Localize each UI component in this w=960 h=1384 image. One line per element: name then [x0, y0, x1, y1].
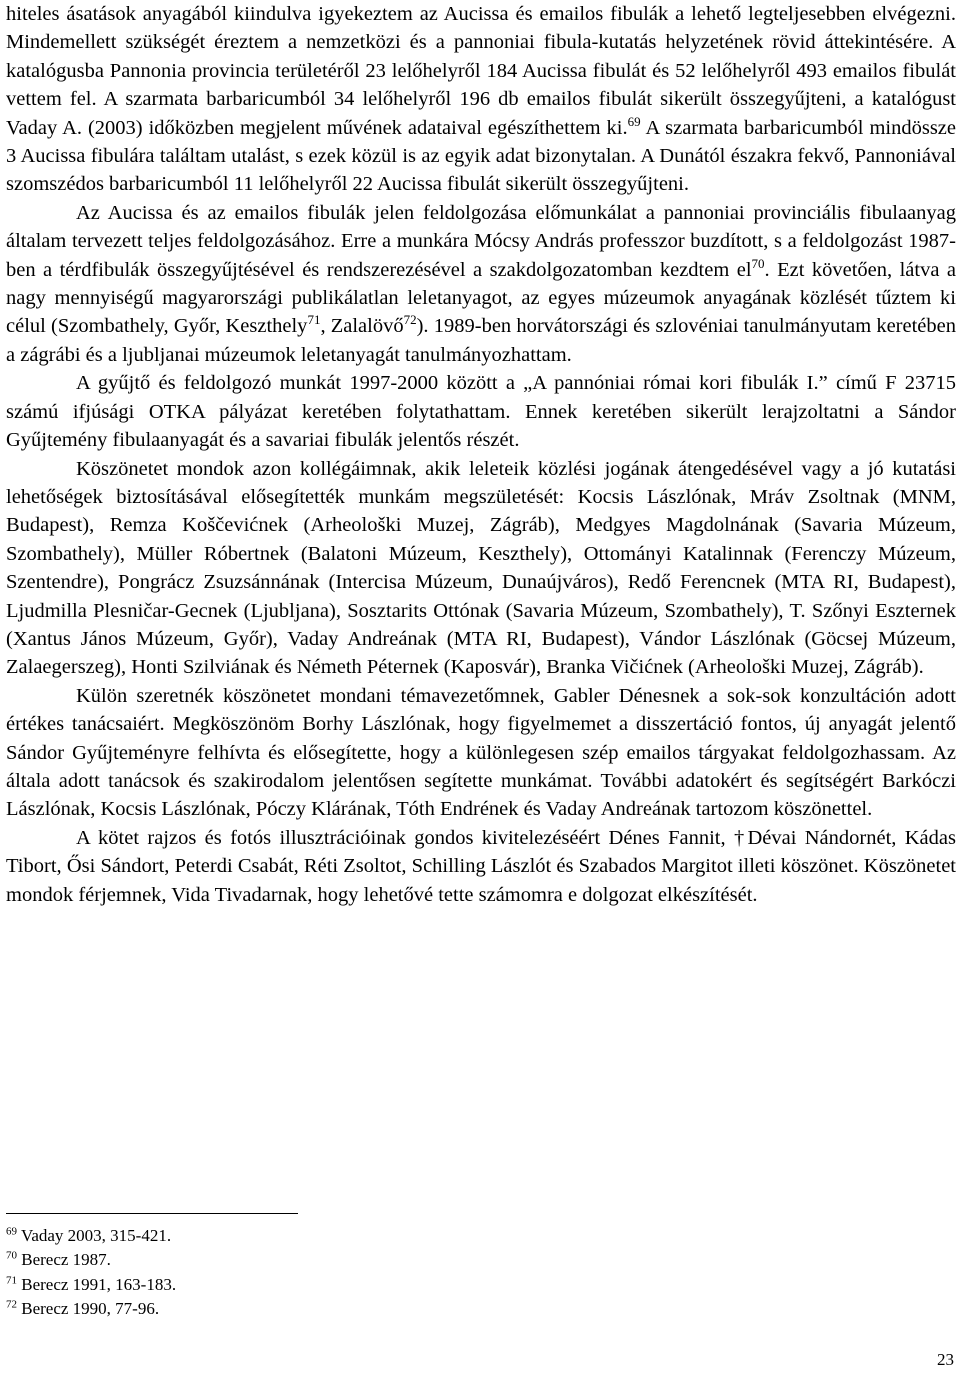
- page-number: 23: [937, 1350, 954, 1369]
- footnote: [6, 1297, 176, 1321]
- footnote-ref: 70: [751, 255, 765, 271]
- paragraph: [6, 369, 956, 454]
- footnotes: [6, 1224, 176, 1321]
- footnote-ref: 71: [307, 312, 321, 328]
- body-text: [6, 0, 956, 909]
- footnote-text: Berecz 1991, 163-183.: [17, 1274, 177, 1294]
- footnote-separator: [6, 1213, 298, 1214]
- paragraph: [6, 824, 956, 909]
- footnote: [6, 1273, 176, 1297]
- paragraph: [6, 455, 956, 682]
- paragraph-text: A szarmata barbaricumból mindössze 3 Aucissa fibulára találtam utalást, s ezek közül is az egyik adat bizonytalan. A Dunától északra fekvő, Pannoniával szomszédos barbaricumból 11 lelőhelyről 22 Aucissa fibulát sikerült összegyűjteni.: [6, 116, 956, 196]
- footnote-text: Berecz 1987.: [17, 1250, 111, 1270]
- paragraph-text: Külön szeretnék köszönetet mondani témavezetőmnek, Gabler Dénesnek a sok-sok konzultáción adott értékes tanácsaiért. Megköszönöm Borhy Lászlónak, hogy figyelmemet a disszertáció fontos, új anyagát jelentő Sándor Gyűjteményre felhívta és elősegítette, hogy a különlegesen szép emailos tárgyakat feldolgozhassam. Az általa adott tanácsok és szakirodalom jelentősen segítette munkámat. További adatokért és segítségért Barkóczi Lászlónak, Kocsis Lászlónak, Póczy Klárának, Tóth Endrének és Vaday Andreának tartozom köszönettel.: [6, 684, 956, 821]
- paragraph-text: ). 1989-ben horvátországi és szlovéniai tanulmányutam keretében a zágrábi és a ljubljanai múzeumok leletanyagát tanulmányozhattam.: [6, 315, 956, 366]
- paragraph-text: Köszönetet mondok azon kollégáimnak, akik leleteik közlési jogának átengedésével vagy a jó kutatási lehetőségek biztosításával elősegítették munkám megszületését: Kocsis Lászlónak, Mráv Zsoltnak (MNM, Budapest), Remza Koščevićnek (Arheološki Muzej, Zágráb), Medgyes Magdolnának (Savaria Múzeum, Szombathely), Müller Róbertnek (Balatoni Múzeum, Keszthely), Ottományi Katalinnak (Ferenczy Múzeum, Szentendre), Pongrácz Zsuzsánnának (Intercisa Múzeum, Dunaújváros), Redő Ferencnek (MTA RI, Budapest), Ljudmilla Plesničar-Gecnek (Ljubljana), Sosztarits Ottónak (Savaria Múzeum, Szombathely), T. Szőnyi Eszternek (Xantus János Múzeum, Győr), Vaday Andreának (MTA RI, Budapest), Vándor Lászlónak (Göcsej Múzeum, Zalaegerszeg), Honti Szilviának és Németh Péternek (Kaposvár), Branka Vičićnek (Arheološki Muzej, Zágráb).: [6, 457, 956, 679]
- footnote-number: 69: [6, 1225, 17, 1238]
- footnote-ref: 72: [403, 312, 417, 328]
- paragraph-text: , Zalalövő: [320, 315, 404, 338]
- footnote: [6, 1224, 176, 1248]
- paragraph-text: A kötet rajzos és fotós illusztrációinak gondos kivitelezéséért Dénes Fannit, †Dévai Nándornét, Kádas Tibort, Ősi Sándort, Peterdi Csabát, Réti Zsoltot, Schilling Lászlót és Szabados Margitot illeti köszönet. Köszönetet mondok férjemnek, Vida Tivadarnak, hogy lehetővé tette számomra e dolgozat elkészítését.: [6, 826, 956, 906]
- footnote-ref: 69: [627, 113, 641, 129]
- paragraph-text: . Ezt követően, látva a nagy mennyiségű magyarországi publikálatlan leletanyagot, az egyes múzeumok anyagának közlését tűztem ki célul (Szombathely, Győr, Keszthely: [6, 258, 956, 338]
- footnote-number: 70: [6, 1249, 17, 1262]
- footnote-number: 71: [6, 1273, 17, 1286]
- footnote-number: 72: [6, 1298, 17, 1311]
- paragraph-text: A gyűjtő és feldolgozó munkát 1997-2000 között a „A pannóniai római kori fibulák I.” című F 23715 számú ifjúsági OTKA pályázat keretében folytathattam. Ennek keretében sikerült lerajzoltatni a Sándor Gyűjtemény fibulaanyagát és a savariai fibulák jelentős részét.: [6, 372, 956, 452]
- paragraph: [6, 199, 956, 369]
- paragraph-text: hiteles ásatások anyagából kiindulva igyekeztem az Aucissa és emailos fibulák a lehető legteljesebben elvégezni. Mindemellett szükségét éreztem a nemzetközi és a pannoniai fibula-kutatás helyzetének rövid áttekintésére. A katalógusba Pannonia provincia területéről 23 lelőhelyről 184 Aucissa fibulát és 52 lelőhelyről 493 emailos fibulát vettem fel. A szarmata barbaricumból 34 lelőhelyről 196 db emailos fibulát sikerült összegyűjteni, a katalógust Vaday A. (2003) időközben megjelent művének adataival egészíthettem ki.: [6, 3, 956, 139]
- footnote-text: Vaday 2003, 315-421.: [17, 1226, 172, 1245]
- paragraph: [6, 0, 956, 199]
- paragraph: [6, 682, 956, 824]
- footnote-text: Berecz 1990, 77-96.: [17, 1298, 160, 1318]
- paragraph-text: Az Aucissa és az emailos fibulák jelen feldolgozása előmunkálat a pannoniai provinciális fibulaanyag általam tervezett teljes feldolgozásához. Erre a munkára Mócsy András professzor buzdított, s a feldolgozást 1987-ben a térdfibulák összegyűjtésével és rendszerezésével a szakdolgozatomban kezdtem el: [6, 201, 956, 281]
- footnote: [6, 1248, 176, 1272]
